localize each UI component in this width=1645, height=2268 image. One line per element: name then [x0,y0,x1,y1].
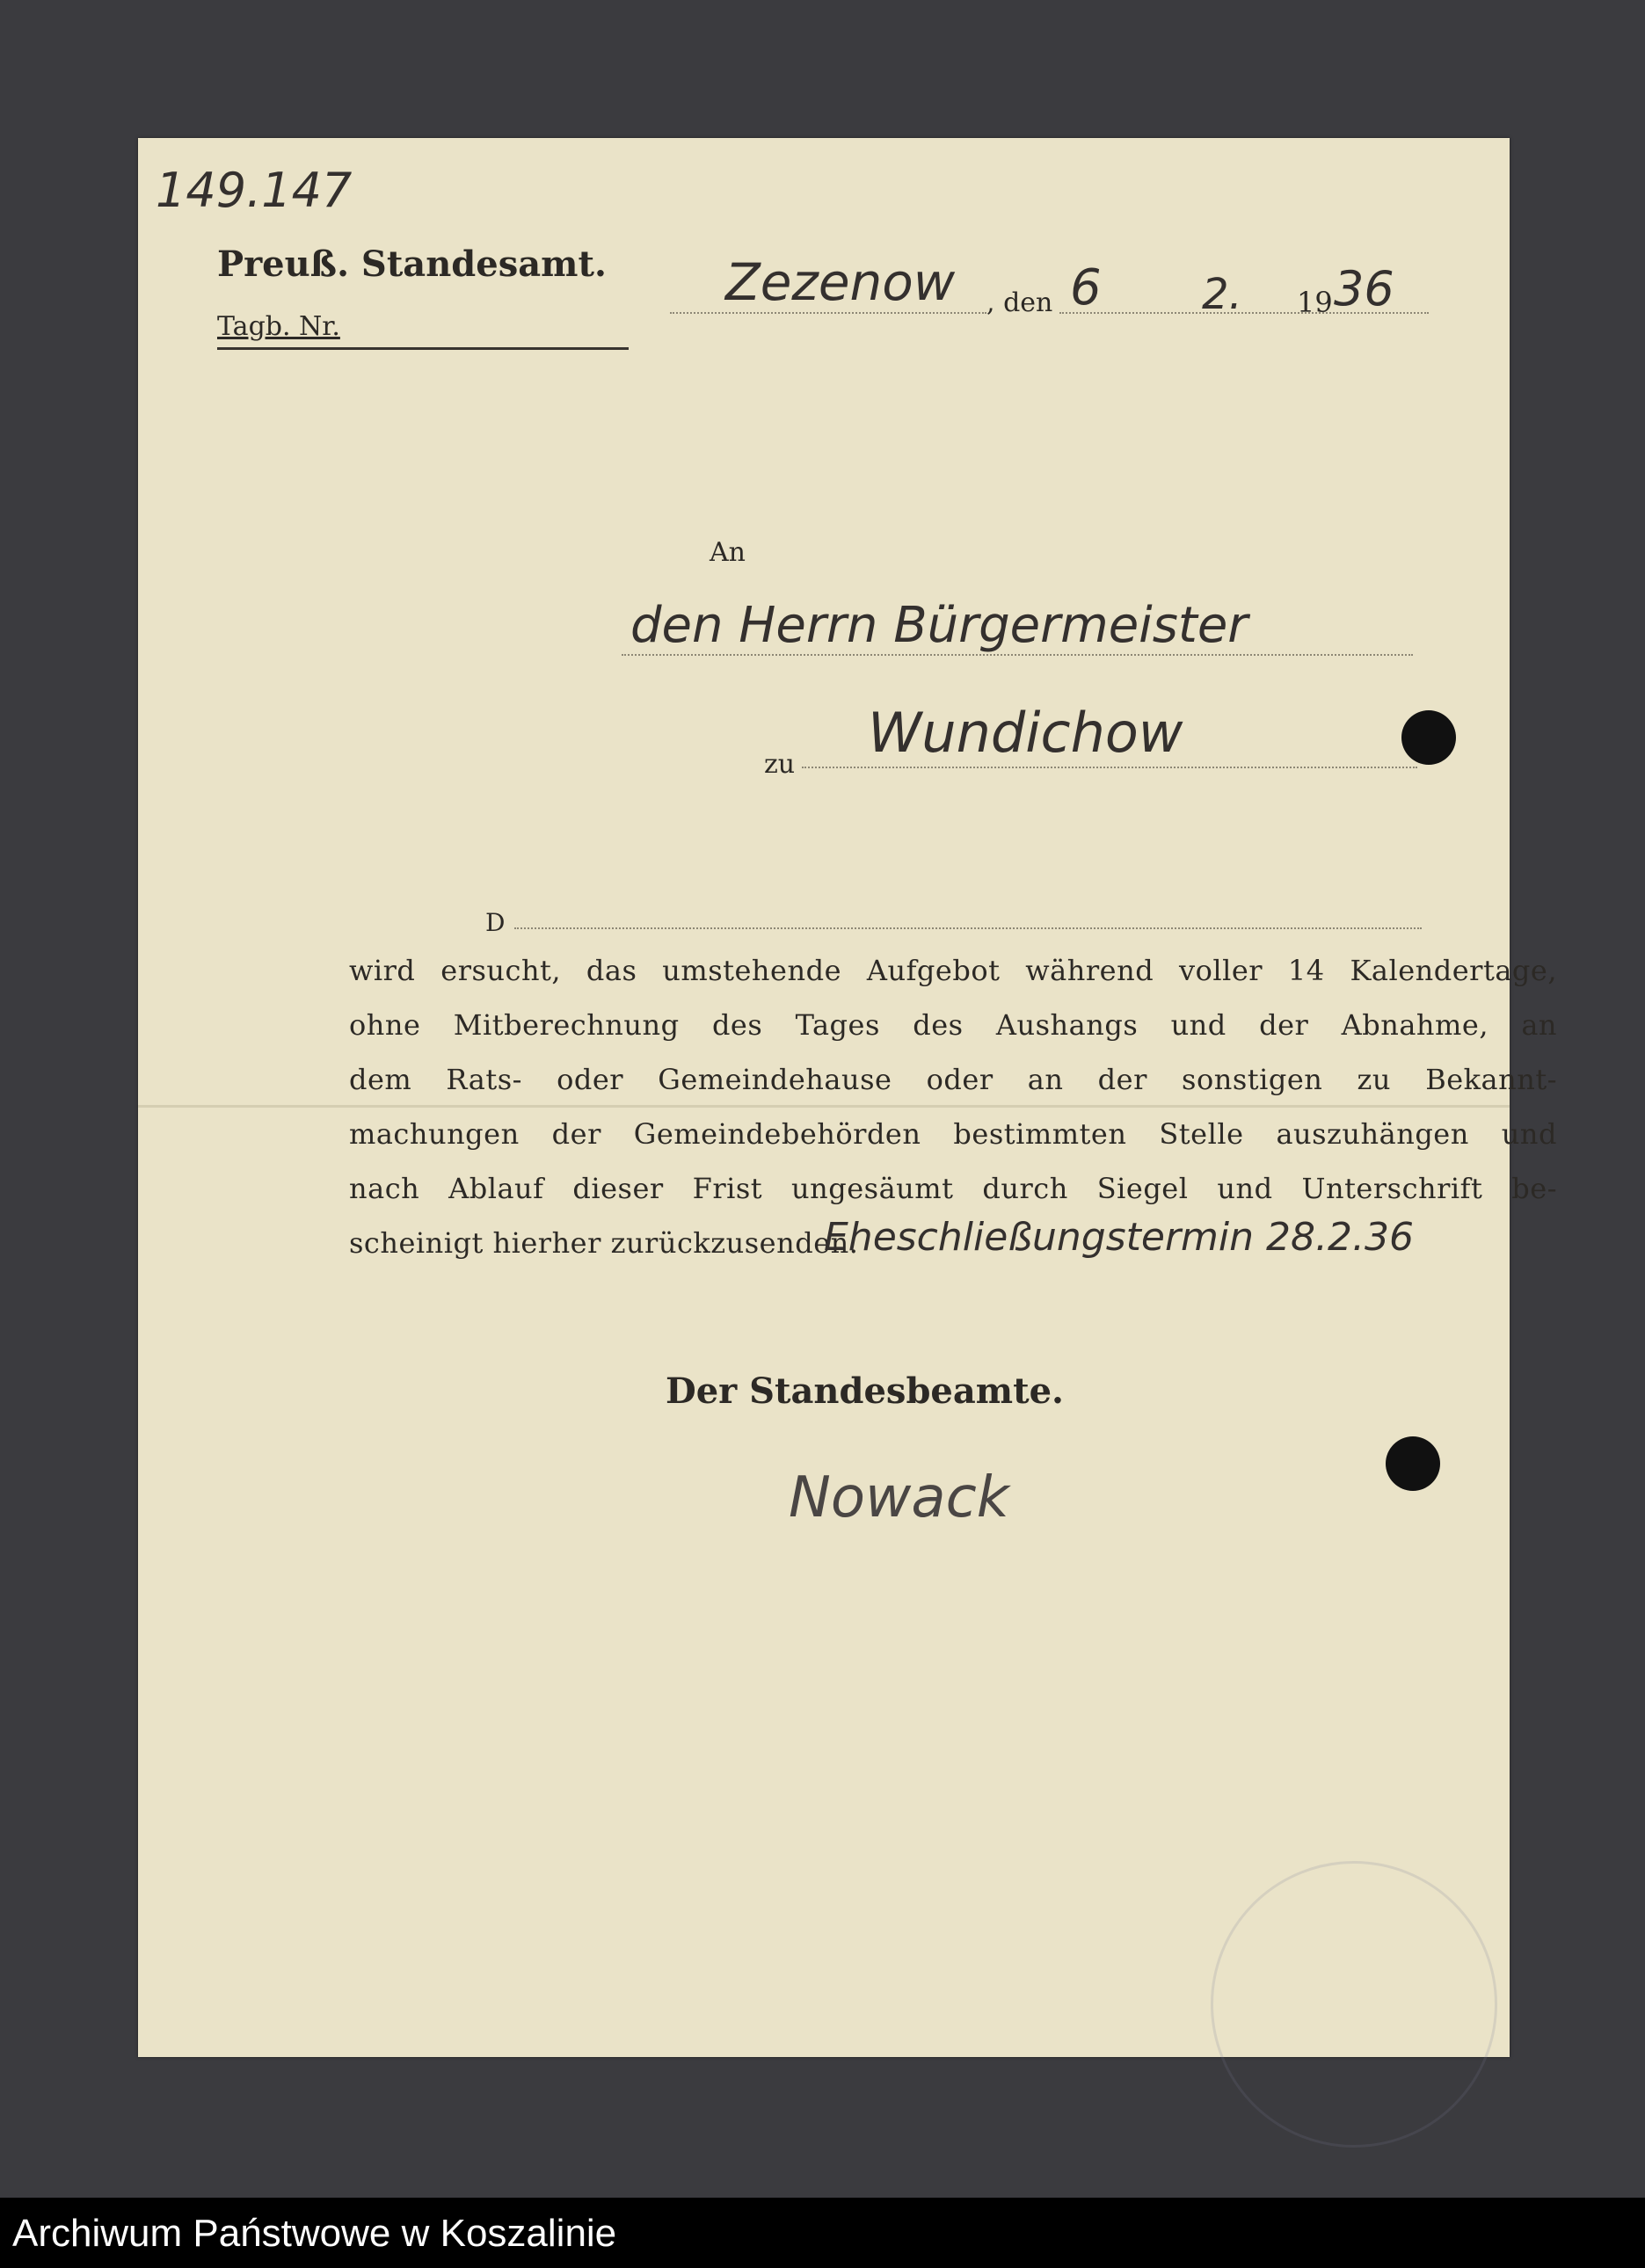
punch-hole-top [1401,710,1456,765]
tagb-underline [217,347,629,350]
zu-label: zu [764,749,796,780]
den-label: , den [986,287,1053,318]
office-heading: Preuß. Standesamt. [217,244,607,285]
punch-hole-bottom [1386,1436,1440,1491]
d-label: D [485,908,506,937]
recipient-handwritten: den Herrn Bürgermeister [630,597,1248,654]
fold-line [138,1105,1510,1108]
body-line-4: machungen der Gemeindebehörden bestimmten Stelle auszuhängen und [349,1117,1557,1151]
place-line [670,312,986,314]
handwritten-note: Eheschließungstermin 28.2.36 [824,1215,1414,1260]
recipient-line [622,654,1413,656]
faded-stamp [1211,1861,1497,2148]
archive-label: Archiwum Państwowe w Koszalinie [12,2212,617,2255]
tagb-label: Tagb. Nr. [217,311,340,342]
recipient-place-handwritten: Wundichow [868,701,1183,765]
an-label: An [710,537,746,568]
body-line-2: ohne Mitberechnung des Tages des Aushangs und der Abnahme, an [349,1008,1557,1042]
date-day: 6 [1070,259,1102,316]
year-suffix: 36 [1334,261,1394,316]
d-line [514,927,1422,929]
year-prefix: 19 [1297,286,1333,319]
date-month: 2. [1202,270,1242,319]
signature-title: Der Standesbeamte. [666,1370,1064,1412]
signature: Nowack [789,1465,1009,1530]
document-page [138,138,1557,2057]
recipient-place-line [802,767,1417,768]
body-line-6: scheinigt hierher zurückzusenden. [349,1226,859,1260]
body-line-5: nach Ablauf dieser Frist ungesäumt durch Siegel und Unterschrift be- [349,1172,1557,1205]
reference-number: 149.147 [156,163,353,218]
body-line-1: wird ersucht, das umstehende Aufgebot während voller 14 Kalendertage, [349,954,1557,987]
archive-footer [0,2198,1645,2268]
body-line-3: dem Rats- oder Gemeindehause oder an der sonstigen zu Bekannt- [349,1063,1557,1096]
place-handwritten: Zezenow [725,252,956,312]
